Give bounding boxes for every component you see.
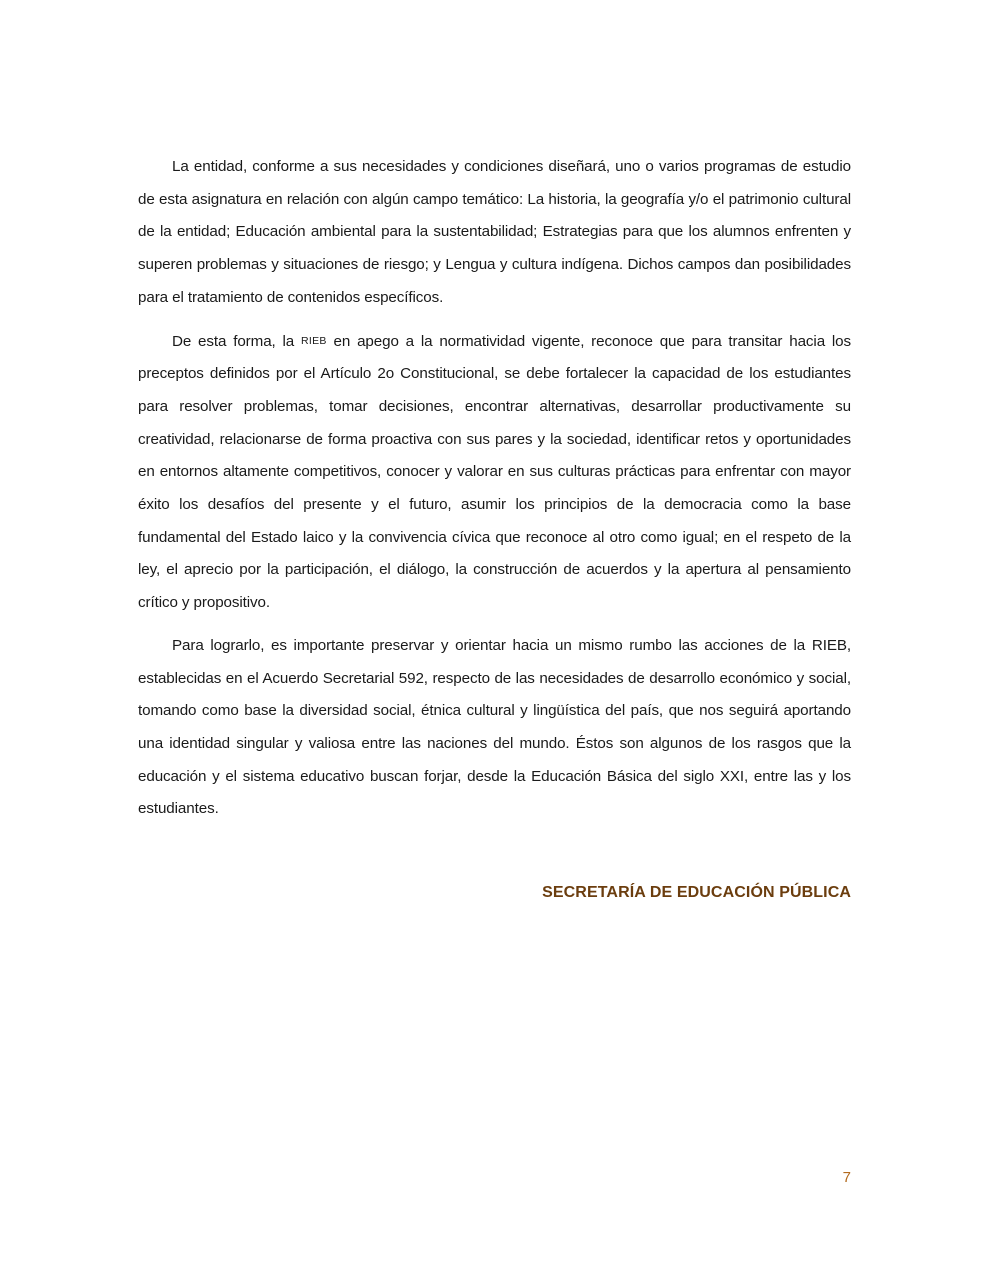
page-number: 7 <box>842 1169 851 1186</box>
body-text <box>138 151 851 836</box>
signature-secretaria: SECRETARÍA DE EDUCACIÓN PÚBLICA <box>542 884 851 901</box>
paragraph-1: La entidad, conforme a sus necesidades y condiciones diseñará, uno o varios programas de estudio de esta asignatura en relación con algún campo temático: La historia, la geografía y/o el patrimonio cultural de la entidad; Educación ambiental para la sustentabilidad; Estrategias para que los alumnos enfrenten y superen problemas y situaciones de riesgo; y Lengua y cultura indígena. Dichos campos dan posibilidades para el tratamiento de contenidos específicos. <box>138 158 851 306</box>
rieb-abbreviation: RIEB <box>300 334 327 347</box>
paragraph-3: Para lograrlo, es importante preservar y orientar hacia un mismo rumbo las acciones de la RIEB, establecidas en el Acuerdo Secretarial 592, respecto de las necesidades de desarrollo económico y social, tomando como base la diversidad social, étnica cultural y lingüística del país, que nos seguirá aportando una identidad singular y valiosa entre las naciones del mundo. Éstos son algunos de los rasgos que la educación y el sistema educativo buscan forjar, desde la Educación Básica del siglo XXI, entre las y los estudiantes. <box>138 636 851 818</box>
paragraph-2-rest: en apego a la normatividad vigente, reconoce que para transitar hacia los preceptos definidos por el Artículo 2o Constitucional, se debe fortalecer la capacidad de los estudiantes para resolver problemas, tomar decisiones, encontrar alternativas, desarrollar productivamente su creatividad, relacionarse de forma proactiva con sus pares y la sociedad, identificar retos y oportunidades en entornos altamente competitivos, conocer y valorar en sus culturas prácticas para enfrentar con mayor éxito los desafíos del presente y el futuro, asumir los principios de la democracia como la base fundamental del Estado laico y la convivencia cívica que reconoce al otro como igual; en el respeto de la ley, el aprecio por la participación, el diálogo, la construcción de acuerdos y la apertura al pensamiento crítico y propositivo. <box>138 332 852 612</box>
paragraph-2-start: De esta forma, la <box>172 332 301 350</box>
paragraph-2 <box>138 325 851 620</box>
